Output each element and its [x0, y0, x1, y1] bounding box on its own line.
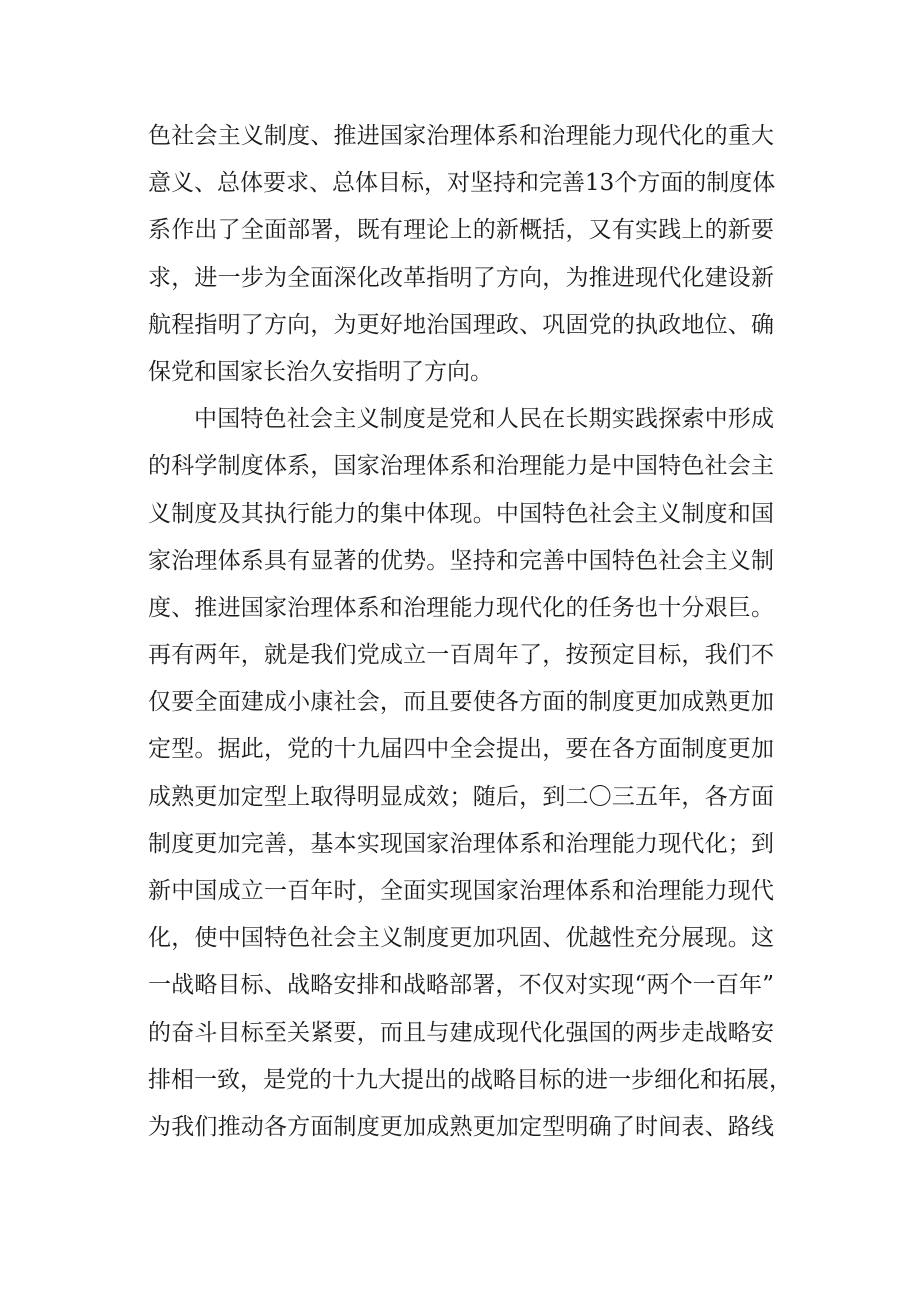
paragraph-2 — [148, 396, 792, 1151]
text-line: 制度更加完善，基本实现国家治理体系和治理能力现代化；到 — [148, 830, 774, 857]
text-line: 定型。据此，党的十九届四中全会提出，要在各方面制度更加 — [148, 736, 774, 763]
text-line: 新中国成立一百年时，全面实现国家治理体系和治理能力现代 — [148, 878, 774, 904]
text-line: 的科学制度体系，国家治理体系和治理能力是中国特色社会主 — [148, 453, 774, 480]
text-line: 排相一致，是党的十九大提出的战略目标的进一步细化和拓展， — [148, 1066, 792, 1093]
text-line: 中国特色社会主义制度是党和人民在长期实践探索中形成 — [194, 406, 774, 433]
text-line: 色社会主义制度、推进国家治理体系和治理能力现代化的重大 — [148, 123, 774, 149]
text-line: 度、推进国家治理体系和治理能力现代化的任务也十分艰巨。 — [148, 594, 774, 621]
paragraph-1 — [148, 113, 774, 396]
text-line: 航程指明了方向，为更好地治国理政、巩固党的执政地位、确 — [148, 311, 774, 338]
text-line: 仅要全面建成小康社会，而且要使各方面的制度更加成熟更加 — [148, 689, 774, 716]
text-line: 成熟更加定型上取得明显成效；随后，到二〇三五年，各方面 — [148, 783, 774, 810]
text-line: 一战略目标、战略安排和战略部署，不仅对实现“两个一百年” — [148, 972, 774, 999]
text-line: 的奋斗目标至关紧要，而且与建成现代化强国的两步走战略安 — [148, 1019, 774, 1046]
text-line: 为我们推动各方面制度更加成熟更加定型明确了时间表、路线 — [148, 1113, 774, 1140]
text-line: 意义、总体要求、总体目标，对坚持和完善13个方面的制度体 — [148, 170, 776, 197]
text-line: 再有两年，就是我们党成立一百周年了，按预定目标，我们不 — [148, 642, 774, 669]
text-line: 家治理体系具有显著的优势。坚持和完善中国特色社会主义制 — [148, 547, 774, 574]
document-body — [148, 113, 792, 1151]
text-line: 系作出了全面部署，既有理论上的新概括，又有实践上的新要 — [148, 217, 774, 244]
text-line: 保党和国家长治久安指明了方向。 — [148, 358, 493, 385]
text-line: 义制度及其执行能力的集中体现。中国特色社会主义制度和国 — [148, 500, 774, 527]
text-line: 化，使中国特色社会主义制度更加巩固、优越性充分展现。这 — [148, 925, 774, 952]
text-line: 求，进一步为全面深化改革指明了方向，为推进现代化建设新 — [148, 264, 774, 291]
